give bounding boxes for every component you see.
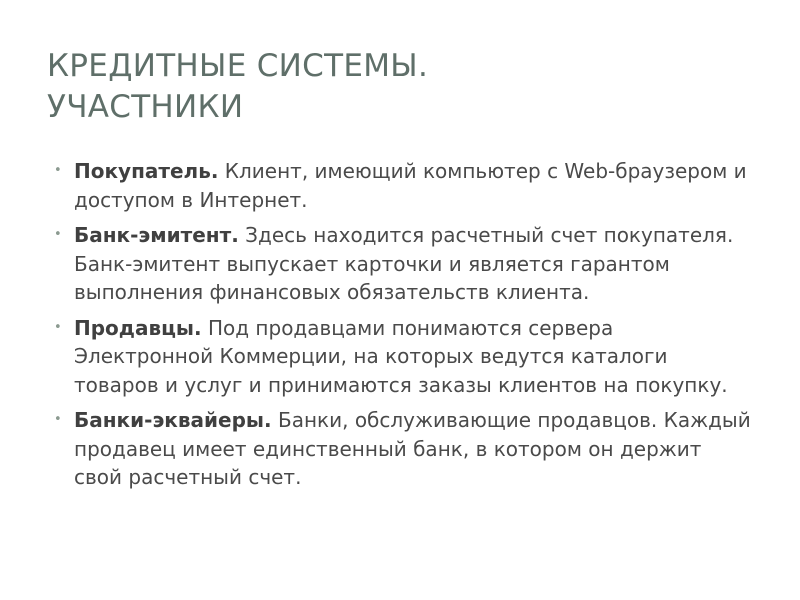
bullet-text: Под продавцами понимаются сервера Электронной Коммерции, на которых ведутся каталоги товаров и услуг и принимаются заказы клиентов на покупку. xyxy=(74,315,728,397)
bullet-icon: • xyxy=(54,163,62,178)
slide-title xyxy=(47,46,747,128)
bullet-item-sellers xyxy=(54,314,754,400)
bullet-item-issuer-bank xyxy=(54,221,754,307)
bullet-icon: • xyxy=(54,227,62,242)
bullet-term: Банки-эквайеры. xyxy=(74,408,272,432)
bullet-icon: • xyxy=(54,319,62,335)
bullet-list xyxy=(54,157,754,499)
bullet-item-acquirer-banks xyxy=(54,406,754,492)
bullet-term: Продавцы. xyxy=(74,315,202,340)
bullet-item-buyer xyxy=(54,157,754,214)
bullet-text: Здесь находится расчетный счет покупателя. Банк-эмитент выпускает карточки и является гарантом выполнения финансовых обязательств клиента. xyxy=(74,223,734,304)
bullet-term: Покупатель. xyxy=(74,159,219,183)
slide-title-line-1: КРЕДИТНЫЕ СИСТЕМЫ. xyxy=(47,48,429,84)
bullet-icon: • xyxy=(54,412,62,427)
bullet-text: Банки, обслуживающие продавцов. Каждый продавец имеет единственный банк, в котором он держит свой расчетный счет. xyxy=(74,408,751,489)
slide-title-line-2: УЧАСТНИКИ xyxy=(47,89,244,125)
bullet-term: Банк-эмитент. xyxy=(74,223,239,247)
bullet-text: Клиент, имеющий компьютер с Web-браузером и доступом в Интернет. xyxy=(74,159,747,212)
